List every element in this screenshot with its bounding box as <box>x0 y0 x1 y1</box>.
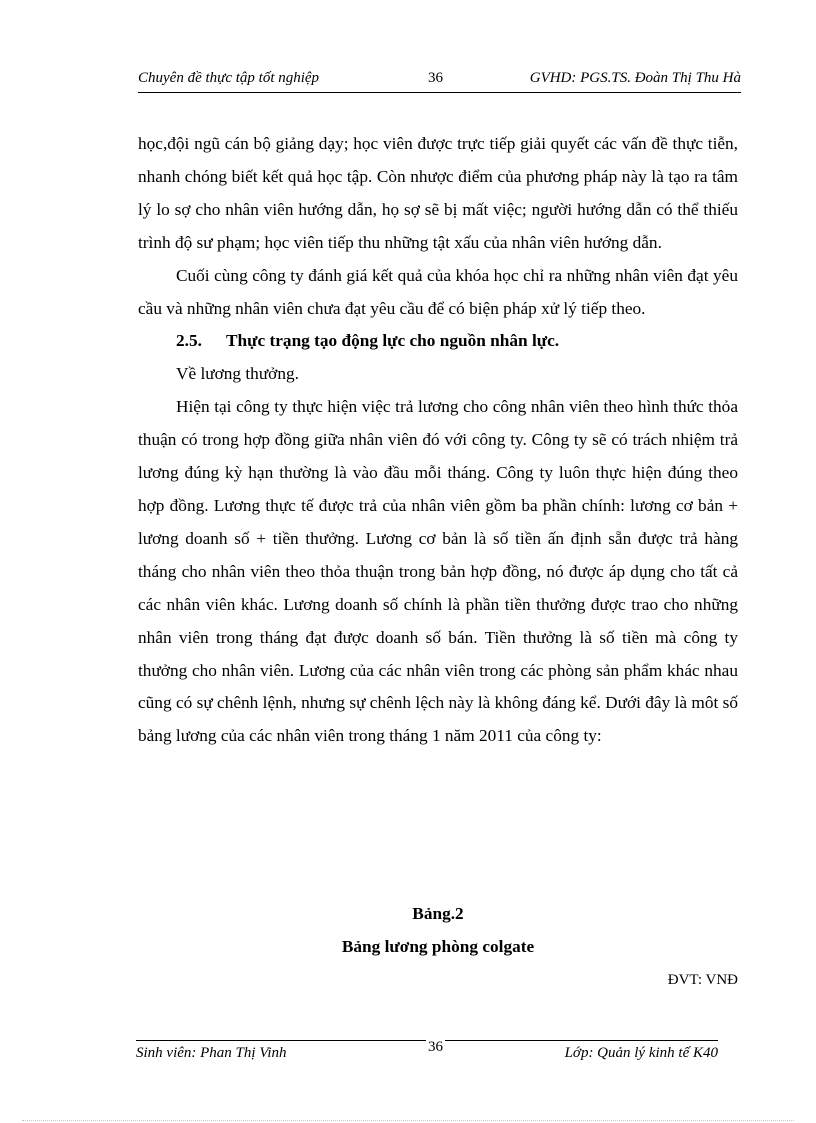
table-title: Bảng lương phòng colgate <box>341 937 535 956</box>
footer-page-number: 36 <box>428 1039 443 1055</box>
paragraph-4: Hiện tại công ty thực hiện việc trả lương cho công nhân viên theo hình thức thỏa thuận có trong hợp đồng giữa nhân viên đó với công ty. Công ty sẽ có trách nhiệm trả lương đúng kỳ hạn thường là vào đầu mỗi tháng. Công ty luôn thực hiện đúng theo hợp đồng. Lương thực tế được trả của nhân viên gồm ba phần chính: lương cơ bản + lương doanh số + tiền thưởng. Lương cơ bản là số tiền ấn định sẵn được trả hàng tháng cho nhân viên theo thỏa thuận trong bản hợp đồng, nó được áp dụng cho tất cả các nhân viên khác. Lương doanh số chính là phần tiền thưởng được trao cho những nhân viên trong tháng đạt được doanh số bán. Tiền thưởng là số tiền mà công ty thưởng cho nhân viên. Lương của các nhân viên trong các phòng sản phẩm khác nhau cũng có sự chênh lệnh, nhưng sự chênh lệch này là không đáng kể. Dưới đây là môt số bảng lương của các nhân viên trong tháng 1 năm 2011 của công ty: <box>138 397 738 746</box>
header-page-number: 36 <box>428 70 443 86</box>
section-title: Thực trạng tạo động lực cho nguồn nhân lực. <box>226 331 560 351</box>
footer-class: Lớp: Quản lý kinh tế K40 <box>564 1045 718 1061</box>
footer-student: Sinh viên: Phan Thị Vinh <box>136 1045 287 1061</box>
body-text <box>138 128 738 753</box>
table-label: Bảng.2 <box>412 904 464 923</box>
paragraph-1: học,đội ngũ cán bộ giảng dạy; học viên được trực tiếp giải quyết các vấn đề thực tiễn, nhanh chóng biết kết quả học tập. Còn nhược điểm của phương pháp này là tạo ra tâm lý lo sợ cho nhân viên hướng dẫn, họ sợ sẽ bị mất việc; người hướng dẫn có thể thiếu trình độ sư phạm; học viên tiếp thu những tật xấu của nhân viên hướng dẫn. <box>138 134 738 252</box>
paragraph-3: Về lương thưởng. <box>176 364 299 384</box>
page-footer <box>136 1039 718 1061</box>
paragraph-2: Cuối cùng công ty đánh giá kết quả của khóa học chỉ ra những nhân viên đạt yêu cầu và những nhân viên chưa đạt yêu cầu để có biện pháp xử lý tiếp theo. <box>138 265 738 318</box>
header-document-title: Chuyên đề thực tập tốt nghiệp <box>138 70 320 86</box>
section-heading <box>138 325 738 358</box>
currency-unit: ĐVT: VNĐ <box>667 972 738 988</box>
page-bottom-divider <box>22 1120 794 1121</box>
header-supervisor: GVHD: PGS.TS. Đoàn Thị Thu Hà <box>529 70 741 86</box>
section-number: 2.5. <box>176 331 202 351</box>
page-header <box>138 68 741 93</box>
